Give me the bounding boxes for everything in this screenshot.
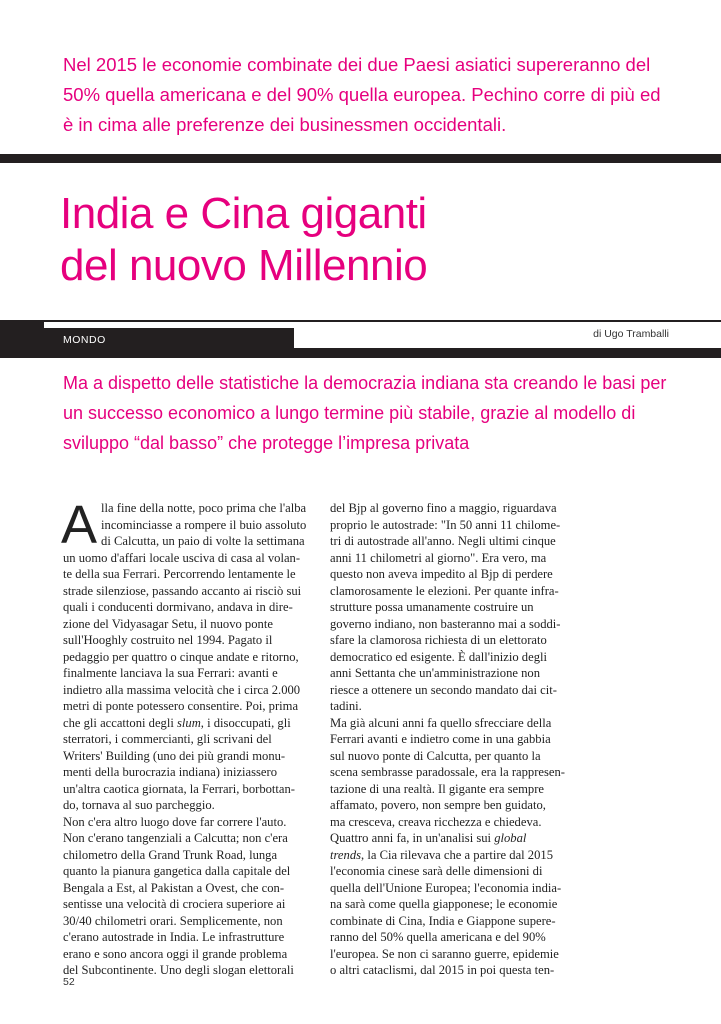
body-line: do, tornava al suo parcheggio.: [63, 798, 215, 812]
body-line: c'erano autostrade in India. Le infrastrutture: [63, 930, 285, 944]
body-line: del Bjp al governo fino a maggio, riguardava: [330, 501, 557, 515]
section-bar-left: [0, 320, 44, 358]
body-line: questo non aveva impedito al Bjp di perdere: [330, 567, 553, 581]
body-line: indietro alla massima velocità che i circa 2.000: [63, 682, 301, 697]
body-line: [330, 847, 585, 864]
body-line: quanto la pianura gangetica dalla capitale del: [63, 864, 291, 878]
body-column-left: [61, 495, 318, 979]
body-line: incominciasse a rompere il buio assoluto: [101, 517, 307, 532]
headline: [60, 188, 700, 292]
body-line: sfare la clamorosa richiesta di un elettorato: [330, 633, 547, 647]
body-line: governo indiano, non basteranno mai a soddi-: [330, 616, 561, 631]
headline-line-1: India e Cina giganti: [60, 189, 427, 238]
body-line: Ma già alcuni anni fa quello sfrecciare della: [330, 715, 552, 730]
body-line: 30/40 chilometri orari. Semplicemente, non: [63, 913, 283, 928]
body-line: Writers' Building (uno dei più grandi monu-: [63, 748, 286, 763]
body-line: tri di autostrade all'anno. Negli ultimi cinque: [330, 534, 556, 548]
page-number: 52: [63, 976, 75, 988]
body-line: un'altra caotica giornata, la Ferrari, borbottan-: [63, 781, 296, 796]
top-divider-bar: [0, 154, 721, 163]
body-line: sentisse una velocità di crociera superiore ai: [63, 897, 286, 911]
body-line: Non c'era altro luogo dove far correre l'auto.: [63, 814, 287, 829]
body-line: [330, 830, 585, 847]
body-line: tadini.: [330, 699, 362, 713]
body-line: zione del Vidyasagar Setu, il nuovo ponte: [63, 616, 273, 631]
deck: Ma a dispetto delle statistiche la democrazia indiana sta creando le basi per un successo economico a lungo termine più stabile, grazie al modello di sviluppo “dal basso” che protegge l’impresa privata: [63, 373, 667, 453]
body-line: sul nuovo ponte di Calcutta, per quanto la: [330, 748, 541, 763]
body-line: metri di ponte potessero consentire. Poi, prima: [63, 699, 299, 713]
body-line: quella dell'Unione Europea; l'economia india-: [330, 880, 562, 895]
headline-line-2: del nuovo Millennio: [60, 241, 428, 290]
section-rule: [44, 320, 721, 322]
body-text: , la Cia rilevava che a partire dal 2015: [361, 847, 553, 862]
body-line: quali i conducenti dormivano, andava in dire-: [63, 600, 293, 614]
body-line: sterratori, i commercianti, gli scrivani del: [63, 732, 272, 746]
body-line: scena sembrasse paradossale, era la rappresen-: [330, 765, 565, 779]
body-line: anni 11 chilometri al giorno". Era vero, ma: [330, 550, 547, 565]
body-line: sull'Hooghly costruito nel 1994. Pagato il: [63, 633, 273, 647]
body-line: na sarà come quella giapponese; le economie: [330, 897, 558, 911]
body-line: Bengala a Est, al Pakistan a Ovest, che con-: [63, 880, 285, 895]
body-line: di Calcutta, un paio di volte la settimana: [101, 534, 305, 548]
body-line: clamorosamente le elezioni. Per quante infra-: [330, 583, 559, 598]
body-text: , i disoccupati, gli: [200, 715, 291, 730]
body-line: tazione di una realtà. Il gigante era sempre: [330, 781, 544, 796]
body-line: Ferrari avanti e indietro come in una gabbia: [330, 732, 551, 746]
body-line: pedaggio per quattro o cinque andate e ritorno,: [63, 649, 299, 664]
byline: di Ugo Tramballi: [593, 328, 669, 340]
body-line: ma cresceva, creava ricchezza e chiedeva.: [330, 814, 542, 829]
italic-word: trends: [330, 847, 362, 862]
body-line: te della sua Ferrari. Percorrendo lentamente le: [63, 567, 296, 581]
body-line: anni Settanta che un'amministrazione non: [330, 666, 541, 680]
body-line: menti della burocrazia indiana) iniziassero: [63, 765, 278, 779]
body-line: ranno del 50% quella americana e del 90%: [330, 930, 546, 944]
body-line: l'europea. Se non ci saranno guerre, epidemie: [330, 946, 559, 961]
section-label: MONDO: [63, 334, 106, 346]
body-line: del Subcontinente. Uno degli slogan elettorali: [63, 963, 294, 977]
italic-word: slum: [177, 715, 201, 730]
italic-word: global: [494, 831, 527, 845]
drop-cap: A: [61, 495, 98, 555]
body-text: che gli accattoni degli: [63, 715, 177, 730]
body-line: o altri cataclismi, dal 2015 in poi questa ten-: [330, 963, 555, 977]
body-line: chilometro della Grand Trunk Road, lunga: [63, 847, 278, 862]
body-column-right: [330, 500, 585, 979]
body-line: Non c'erano tangenziali a Calcutta; non c'era: [63, 831, 288, 845]
body-line: proprio le autostrade: "In 50 anni 11 chilome-: [330, 517, 561, 532]
body-line: strutture possa umanamente costruire un: [330, 600, 534, 614]
body-text: Quattro anni fa, in un'analisi sui: [330, 831, 495, 845]
body-line: combinate di Cina, India e Giappone supere-: [330, 913, 556, 928]
body-line: [63, 715, 318, 732]
body-line: un uomo d'affari locale usciva di casa al volan-: [63, 550, 301, 565]
body-line: lla fine della notte, poco prima che l'alba: [101, 501, 307, 515]
body-line: strade silenziose, passando accanto ai risciò sui: [63, 583, 302, 598]
body-line: l'economia cinese sarà delle dimensioni di: [330, 864, 543, 878]
body-line: democratico ed esigente. È dall'inizio degli: [330, 649, 547, 664]
section-bar-right: [294, 348, 721, 358]
body-line: finalmente lanciava la sua Ferrari: avanti e: [63, 666, 278, 680]
body-line: riesce a ottenere un secondo mandato dai cit-: [330, 682, 557, 697]
body-line: affamato, povero, non sempre ben guidato,: [330, 798, 546, 812]
body-line: erano e sono ancora oggi il grande problema: [63, 946, 288, 961]
standfirst: Nel 2015 le economie combinate dei due Paesi asiatici supereranno del 50% quella americana e del 90% quella europea. Pechino corre di più ed è in cima alle preferenze dei businessmen occidentali.: [63, 54, 661, 135]
